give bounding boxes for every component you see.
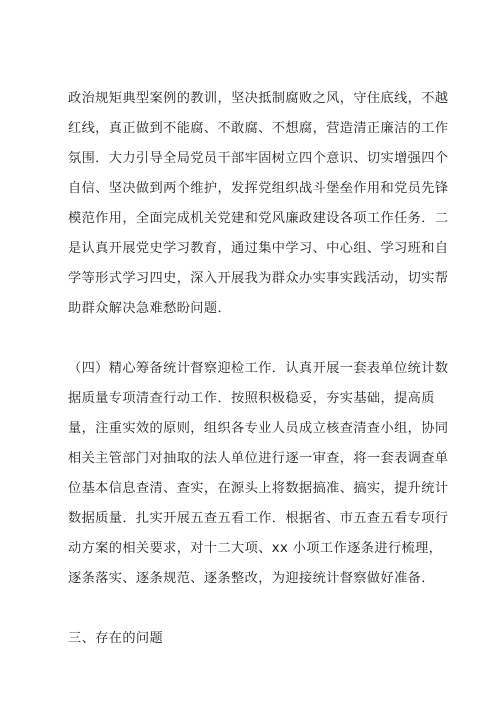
section-heading: 三、存在的问题 (68, 631, 164, 646)
paragraph-line: 助群众解决急难愁盼问题． (68, 301, 232, 316)
paragraph-line: 据质量专项清查行动工作．按照积极稳妥，夯实基础，提高质 (68, 391, 435, 406)
paragraph-line: 动方案的相关要求，对十二大项、xx 小项工作逐条进行梳理， (68, 541, 443, 556)
paragraph-line: 相关主管部门对抽取的法人单位进行逐一审查，将一套表调查单 (68, 451, 449, 466)
paragraph-line: （四）精心筹备统计督察迎检工作．认真开展一套表单位统计数 (68, 361, 449, 376)
paragraph-line: 是认真开展党史学习教育，通过集中学习、中心组、学习班和自 (68, 241, 449, 256)
paragraph-line: 红线，真正做到不能腐、不敢腐、不想腐，营造清正廉洁的工作 (68, 121, 449, 136)
paragraph-line: 数据质量．扎实开展五查五看工作．根据省、市五查五看专项行 (68, 511, 449, 526)
paragraph-line: 学等形式学习四史，深入开展我为群众办实事实践活动，切实帮 (68, 271, 449, 286)
paragraph-line: 逐条落实、逐条规范、逐条整改，为迎接统计督察做好准备． (68, 571, 435, 586)
paragraph-line: 位基本信息查清、查实，在源头上将数据搞准、搞实，提升统计 (68, 481, 449, 496)
paragraph-line: 模范作用，全面完成机关党建和党风廉政建设各项工作任务．二 (68, 211, 449, 226)
paragraph-line: 自信、坚决做到两个维护，发挥党组织战斗堡垒作用和党员先锋 (68, 181, 449, 196)
paragraph-line: 氛围．大力引导全局党员干部牢固树立四个意识、切实增强四个 (68, 151, 449, 166)
paragraph-line: 政治规矩典型案例的教训，坚决抵制腐败之风，守住底线，不越 (68, 91, 449, 106)
paragraph-line: 量，注重实效的原则，组织各专业人员成立核查清查小组，协同 (68, 421, 449, 436)
